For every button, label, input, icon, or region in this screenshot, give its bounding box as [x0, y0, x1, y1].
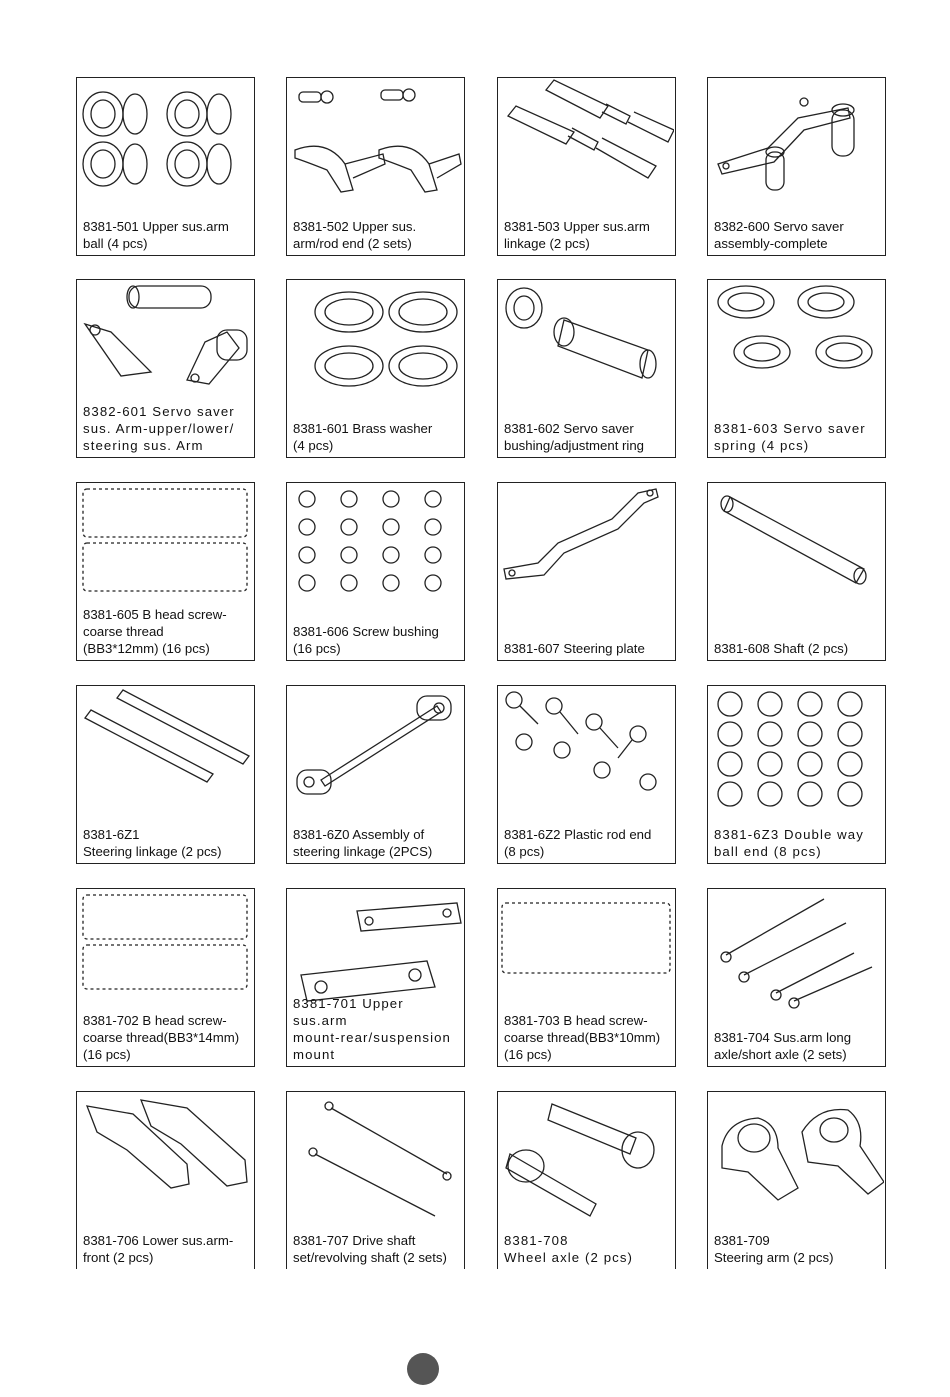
part-cell-8381-503: [497, 77, 676, 256]
steering-linkage-icon: [77, 686, 253, 814]
part-caption: 8381-608 Shaft (2 pcs): [714, 641, 849, 656]
servo-saver-icon: [708, 78, 884, 206]
part-cell-8381-601: [286, 279, 465, 458]
part-caption: 8381-603 Servo saver spring (4 pcs): [714, 421, 866, 453]
steering-arm-icon: [708, 1092, 884, 1220]
part-caption: 8381-601 Brass washer (4 pcs): [293, 421, 433, 453]
part-cell-8381-708: [497, 1091, 676, 1269]
part-caption: 8381-605 B head screw- coarse thread (BB3*12mm) (16 pcs): [83, 607, 227, 656]
drive-shaft-icon: [287, 1092, 463, 1220]
arm-rod-end-icon: [287, 78, 463, 206]
short-screw-icon: [498, 889, 674, 1017]
linkage-assembly-icon: [287, 686, 463, 814]
part-caption: 8381-708 Wheel axle (2 pcs): [504, 1233, 634, 1265]
axle-pin-icon: [708, 889, 884, 1017]
servo-arm-icon: [77, 280, 253, 408]
part-caption: 8381-503 Upper sus.arm linkage (2 pcs): [504, 219, 650, 251]
part-caption: 8381-6Z2 Plastic rod end (8 pcs): [504, 827, 652, 859]
part-cell-8381-704: [707, 888, 886, 1067]
spring-icon: [708, 280, 884, 408]
page-marker-dot: [407, 1353, 439, 1385]
part-caption: 8381-704 Sus.arm long axle/short axle (2 sets): [714, 1030, 852, 1062]
part-caption: 8381-602 Servo saver bushing/adjustment ring: [504, 421, 645, 453]
part-cell-8381-709: [707, 1091, 886, 1269]
part-caption: 8381-501 Upper sus.arm ball (4 pcs): [83, 219, 229, 251]
steering-plate-icon: [498, 483, 674, 611]
part-caption: 8382-600 Servo saver assembly-complete: [714, 219, 844, 251]
ball-end-icon: [708, 686, 884, 814]
rod-end-icon: [498, 686, 674, 814]
shaft-icon: [708, 483, 884, 611]
part-caption: 8381-606 Screw bushing (16 pcs): [293, 624, 439, 656]
part-cell-8381-607: [497, 482, 676, 661]
part-cell-8381-702: [76, 888, 255, 1067]
screw-icon: [77, 483, 253, 611]
washer-icon: [287, 280, 463, 408]
part-cell-8382-601: [76, 279, 255, 458]
part-cell-8381-706: [76, 1091, 255, 1269]
screw-bushing-icon: [287, 483, 463, 611]
part-caption: 8381-702 B head screw- coarse thread(BB3*14mm) (16 pcs): [83, 1013, 240, 1062]
part-cell-8381-701: [286, 888, 465, 1067]
part-caption: 8382-601 Servo saver sus. Arm-upper/lower/ steering sus. Arm: [83, 404, 235, 453]
part-cell-8381-608: [707, 482, 886, 661]
part-cell-8381-602: [497, 279, 676, 458]
part-cell-8381-501: [76, 77, 255, 256]
part-caption: 8381-6Z3 Double way ball end (8 pcs): [714, 827, 864, 859]
part-caption: 8381-706 Lower sus.arm- front (2 pcs): [83, 1233, 234, 1265]
part-caption: 8381-707 Drive shaft set/revolving shaft (2 sets): [293, 1233, 447, 1265]
wheel-axle-icon: [498, 1092, 674, 1220]
part-caption: 8381-502 Upper sus. arm/rod end (2 sets): [293, 219, 417, 251]
lower-arm-icon: [77, 1092, 253, 1220]
threaded-linkage-icon: [498, 78, 674, 206]
part-caption: 8381-6Z0 Assembly of steering linkage (2PCS): [293, 827, 433, 859]
part-cell-8381-6Z3: [707, 685, 886, 864]
part-cell-8381-606: [286, 482, 465, 661]
bushing-icon: [498, 280, 674, 408]
part-cell-8381-6Z1: [76, 685, 255, 864]
part-cell-8381-707: [286, 1091, 465, 1269]
part-cell-8381-6Z2: [497, 685, 676, 864]
part-caption: 8381-701 Upper sus.arm mount-rear/suspension mount: [293, 996, 451, 1062]
part-caption: 8381-709 Steering arm (2 pcs): [714, 1233, 834, 1265]
ball-icon: [77, 78, 253, 206]
part-caption: 8381-703 B head screw- coarse thread(BB3*10mm) (16 pcs): [504, 1013, 661, 1062]
screw-icon: [77, 889, 253, 1017]
part-caption: 8381-607 Steering plate: [504, 641, 645, 656]
part-cell-8381-703: [497, 888, 676, 1067]
part-cell-8382-600: [707, 77, 886, 256]
part-cell-8381-6Z0: [286, 685, 465, 864]
part-caption: 8381-6Z1 Steering linkage (2 pcs): [83, 827, 222, 859]
parts-grid: [76, 77, 888, 1269]
part-cell-8381-605: [76, 482, 255, 661]
part-cell-8381-603: [707, 279, 886, 458]
part-cell-8381-502: [286, 77, 465, 256]
